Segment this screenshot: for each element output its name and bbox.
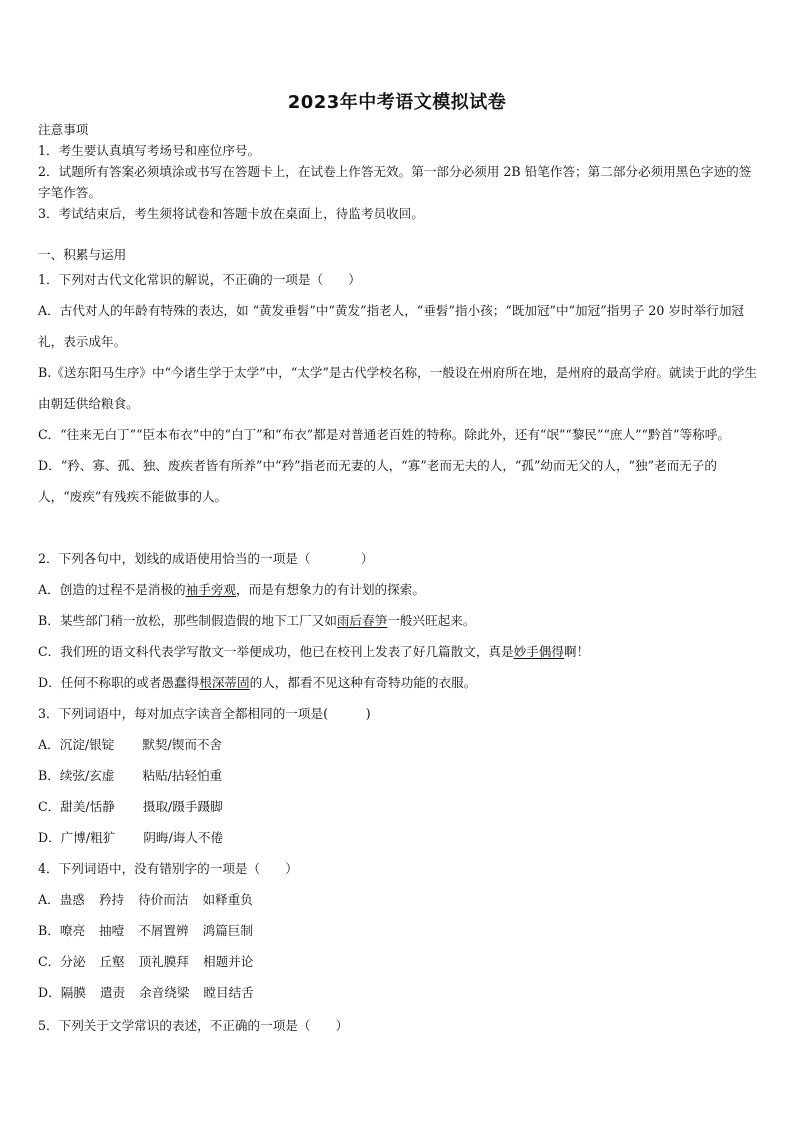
q2-b-text: B．某些部门稍一放松，那些制假造假的地下工厂又如 — [38, 613, 337, 628]
q3-stem: 3．下列词语中，每对加点字读音全都相同的一项是( ) — [38, 706, 371, 721]
q2-a-text: A．创造的过程不是消极的 — [38, 582, 186, 597]
q1-option-d: D．“矜、寡、孤、独、废疾者皆有所养”中“矜”指老而无妻的人，“寡”老而无夫的人，“孤”幼而无父的人，“独”老而无子的人，“废疾”有残疾不能做事的人。 — [38, 458, 717, 504]
notice-item-2: 2．试题所有答案必须填涂或书写在答题卡上，在试卷上作答无效。第一部分必须用 2B 铅笔作答；第二部分必须用黑色字迹的签字笔作答。 — [38, 164, 752, 200]
page-title: 2023年中考语文模拟试卷 — [287, 92, 507, 113]
q4-d-word-1: D．隔膜 — [38, 985, 86, 1000]
q3-d-right: 阴晦/诲人不倦 — [143, 830, 224, 845]
q5-stem: 5．下列关于文学常识的表述，不正确的一项是（ ） — [38, 1018, 349, 1033]
question-3 — [38, 698, 760, 853]
q4-d-word-3: 余音绕梁 — [139, 985, 190, 1000]
q3-option-d — [38, 822, 760, 853]
q1-option-c: C．“往来无白丁”“臣本布衣”中的“白丁”和“布衣”都是对普通老百姓的特称。除此外，还有“氓”“黎民”“庶人”“黔首”等称呼。 — [38, 427, 730, 442]
q4-stem: 4．下列词语中，没有错别字的一项是（ ） — [38, 861, 298, 876]
q2-stem: 2．下列各句中，划线的成语使用恰当的一项是（ ） — [38, 551, 374, 566]
q4-option-a — [38, 884, 760, 915]
q2-b-text-end: 一般兴旺起来。 — [387, 613, 476, 628]
question-1 — [38, 264, 760, 512]
question-2 — [38, 543, 760, 698]
q4-b-word-4: 鸿篇巨制 — [202, 923, 253, 938]
q4-option-c — [38, 946, 760, 977]
q2-option-d — [38, 667, 760, 698]
q1-option-b: B.《送东阳马生序》中“今诸生学于太学”中，“太学”是古代学校名称，一般设在州府所在地，是州府的最高学府。就读于此的学生由朝廷供给粮食。 — [38, 365, 758, 411]
q3-d-left: D．广博/粗犷 — [38, 830, 116, 845]
q4-a-word-3: 待价而沽 — [138, 892, 189, 907]
question-4 — [38, 853, 760, 1008]
q2-d-idiom: 根深蒂固 — [199, 675, 250, 690]
q3-a-right: 默契/锲而不舍 — [142, 737, 223, 752]
notice-item-1: 1．考生要认真填写考场号和座位序号。 — [38, 143, 261, 158]
q4-c-word-4: 相题并论 — [202, 954, 254, 969]
q2-c-text-end: 啊！ — [563, 644, 590, 659]
q4-c-word-2: 丘壑 — [99, 954, 125, 969]
q4-b-word-3: 不屑置辨 — [138, 923, 189, 938]
q3-b-right: 粘贴/拈轻怕重 — [142, 768, 223, 783]
q2-a-idiom: 袖手旁观 — [185, 582, 237, 597]
q4-a-word-2: 矜持 — [98, 892, 125, 907]
q4-a-word-1: A．蛊惑 — [38, 892, 85, 907]
q3-c-right: 摄取/蹑手蹑脚 — [142, 799, 223, 814]
q4-b-word-1: B．嘹亮 — [38, 923, 86, 938]
q3-c-left: C．甜美/恬静 — [38, 799, 115, 814]
q2-c-text: C．我们班的语文科代表学写散文一举便成功，他已在校刊上发表了好几篇散文，真是 — [38, 644, 514, 659]
q4-d-word-4: 瞠目结舌 — [203, 985, 254, 1000]
q3-option-b — [38, 760, 760, 791]
q1-option-a: A．古代对人的年龄有特殊的表达，如 “黄发垂髫”中“黄发”指老人，“垂髫”指小孩；“既加冠”中“加冠”指男子 20 岁时举行加冠礼，表示成年。 — [38, 303, 745, 349]
q2-b-idiom: 雨后春笋 — [336, 613, 388, 628]
question-5 — [38, 1010, 760, 1041]
q3-option-a — [38, 729, 760, 760]
q4-a-word-4: 如释重负 — [202, 892, 253, 907]
notice-section — [38, 119, 760, 224]
q2-option-b — [38, 605, 760, 636]
q2-a-text-end: ，而是有想象力的有计划的探索。 — [236, 582, 425, 597]
q2-d-text-end: 的人，都看不见这种有奇特功能的衣服。 — [249, 675, 477, 690]
section-heading: 一、积累与运用 — [38, 247, 127, 262]
q2-c-idiom: 妙手偶得 — [513, 644, 564, 659]
q3-b-left: B．续弦/玄虚 — [38, 768, 115, 783]
q4-option-d — [38, 977, 760, 1008]
q4-c-word-1: C．分泌 — [38, 954, 86, 969]
notice-heading: 注意事项 — [38, 122, 89, 137]
q3-option-c — [38, 791, 760, 822]
notice-item-3: 3．考试结束后，考生须将试卷和答题卡放在桌面上，待监考员收回。 — [38, 206, 424, 221]
q3-a-left: A．沉淀/银锭 — [38, 737, 115, 752]
q4-d-word-2: 遣责 — [99, 985, 126, 1000]
q4-c-word-3: 顶礼膜拜 — [138, 954, 189, 969]
q2-option-a — [38, 574, 760, 605]
q2-d-text: D．任何不称职的或者愚蠢得 — [38, 675, 200, 690]
q2-option-c — [38, 636, 760, 667]
q4-b-word-2: 抽噎 — [99, 923, 125, 938]
q4-option-b — [38, 915, 760, 946]
q1-stem: 1．下列对古代文化常识的解说，不正确的一项是（ ） — [38, 272, 361, 287]
